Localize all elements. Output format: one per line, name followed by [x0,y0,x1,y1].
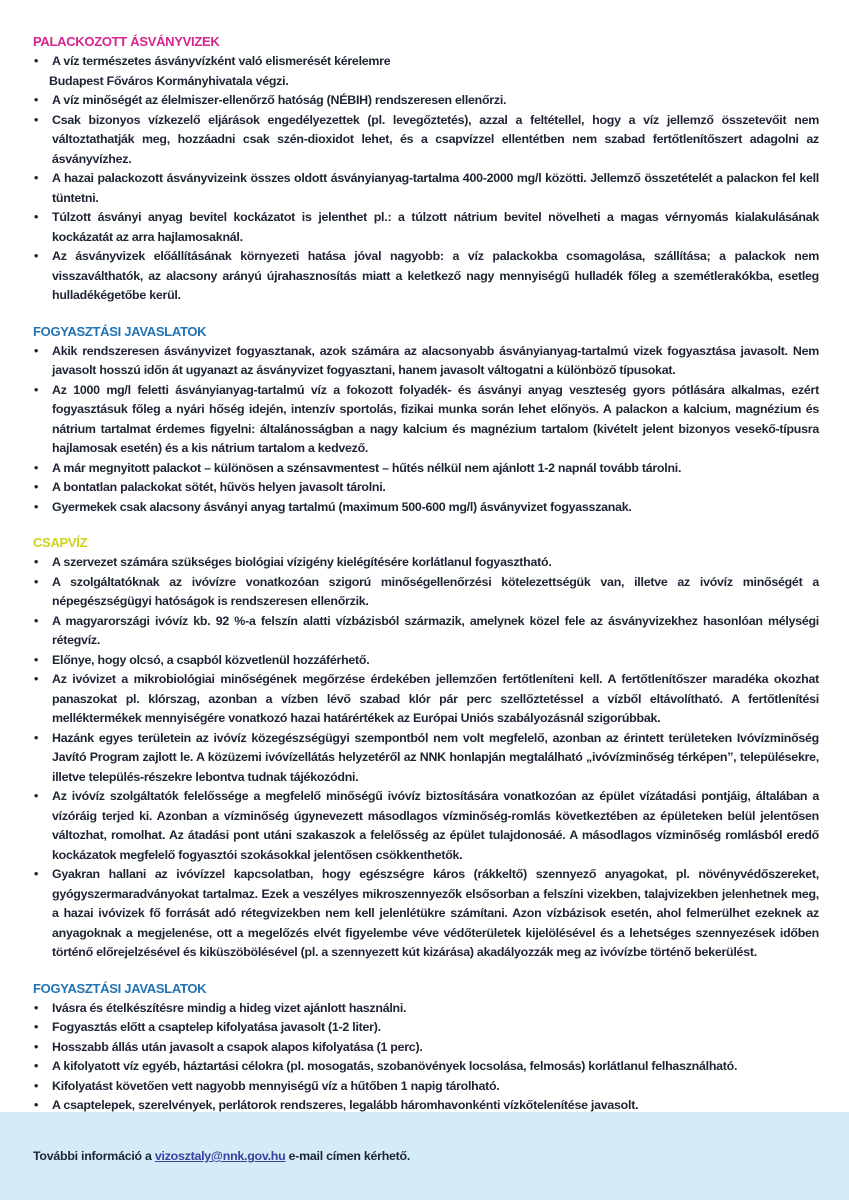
list-item [33,478,819,498]
bullet-icon: • [34,382,39,397]
list-item [33,999,819,1019]
bullet-icon: • [34,54,39,68]
bullet-icon: • [34,112,39,127]
list-item [33,208,819,247]
list-item-text: A magyarországi ivóvíz kb. 92 %-a felszín alatti vízbázisból származik, amelynek közel fele az ásványvizekhez hasonlóan mélységi rétegvíz. [52,613,819,647]
list-item-text: A bontatlan palackokat sötét, hűvös helyen javasolt tárolni. [52,480,386,494]
bullet-icon: • [34,789,39,803]
section-consumption-advice-tap [33,980,819,1116]
list-item-text: Az ivóvíz szolgáltatók felelőssége a megfelelő minőségű ivóvíz biztosítására vonatkozóan az épület vízátadási pontjáig, általában a vízóráig terjed ki. Azonban a vízminőség úgynevezett másodlagos vízminőség-romlás következtében az épületeken belül jelentősen változhat, romolhat. Az átadási pont utáni szakaszok a felelősség az épület tulajdonosáé. A másodlagos vízminőség romlásból eredő kockázatok megfelelő fogyasztói szokásokkal jelentősen csökkenthetők. [52,789,819,862]
bullet-icon: • [34,730,39,745]
section-heading: CSAPVÍZ [33,535,88,550]
bullet-list [33,52,819,306]
bullet-icon: • [34,460,39,475]
list-item [33,498,819,518]
list-item-text: Az 1000 mg/l feletti ásványianyag-tartalmú víz a fokozott folyadék- és ásványi anyag veszteség gyors pótlására alkalmas, ezért fogyasztásuk főleg a nyári hőség idején, intenzív sportolás, fizikai munka során lehet előnyös. A palackon a kalcium, magnézium és nátrium tartalmat érdemes figyelni: általánosságban a nagy kalcium és magnézium tartalom (kivételt jelent bizonyos vesekő-típusra hajlamosak esetén) és a kis nátrium tartalom a kedvező. [52,382,819,455]
list-item-text: Hosszabb állás után javasolt a csapok alapos kifolyatása (1 perc). [52,1039,423,1054]
list-item [33,381,819,459]
list-item [33,670,819,729]
list-item [33,1038,819,1058]
bullet-list [33,553,819,963]
bullet-icon: • [34,1020,39,1034]
list-item-text: Előnye, hogy olcsó, a csapból közvetlenül hozzáférhető. [52,652,370,667]
section-heading: FOGYASZTÁSI JAVASLATOK [33,323,207,339]
list-item [33,865,819,963]
list-item-text: Csak bizonyos vízkezelő eljárások engedélyezettek (pl. levegőztetés), azzal a feltétellel, hogy a víz jellemző összetevőit nem változtathatják meg, hozzáadni csak szén-dioxidot lehet, és a csapvízzel ellentétben nem szabad fertőtlenítőszert adagolni az ásványvízhez. [52,112,819,166]
document-body [33,33,819,1133]
section-tap-water [33,534,819,963]
list-item-text: Kifolyatást követően vett nagyobb mennyiségű víz a hűtőben 1 napig tárolható. [52,1078,500,1093]
bullet-icon: • [34,574,39,589]
list-item [33,787,819,865]
list-item-text: A kifolyatott víz egyéb, háztartási célokra (pl. mosogatás, szobanövények locsolása, felmosás) korlátlanul felhasználható. [52,1059,738,1073]
bullet-icon: • [34,613,39,628]
list-item-text: A víz természetes ásványvízként való elismerését kérelemre [52,54,391,68]
bullet-list [33,999,819,1116]
list-item-text: Az ásványvizek előállításának környezeti hatása jóval nagyobb: a víz palackokba csomagolása, szállítása; a palackok nem visszaválthatók, az alacsony arányú újrahasznosítás miatt a keletkező nagy mennyiségű hulladék főleg a szemétlerakókba, esetleg hulladékégetőbe kerül. [52,249,819,302]
list-item-continuation: Budapest Főváros Kormányhivatala végzi. [49,73,289,88]
list-item [33,52,819,91]
bullet-icon: • [34,1078,39,1093]
bullet-list [33,342,819,518]
list-item-text: Akik rendszeresen ásványvizet fogyasztanak, azok számára az alacsonyabb ásványianyag-tartalmú vizek fogyasztása javasolt. Nem javasolt hosszú időn át ugyanazt az ásványvizet fogyasztani, hanem javasolt váltogatni a különböző típusokat. [52,343,819,377]
list-item-text: Az ivóvizet a mikrobiológiai minőségének megőrzése érdekében jellemzően fertőtleníteni kell. A fertőtlenítőszer maradéka okozhat panaszokat pl. klórszag, azonban a vízben lévő szabad klór pár perc szellőztetéssel a vízből eltávolítható. A fertőtlenítési melléktermékek mennyiségére vonatkozó hazai határértékek az Európai Uniós szabályozásnál szigorúbbak. [52,672,819,725]
list-item [33,247,819,306]
list-item [33,573,819,612]
section-heading: FOGYASZTÁSI JAVASLATOK [33,980,207,996]
list-item-text: Ivásra és ételkészítésre mindig a hideg vizet ajánlott használni. [52,1000,407,1015]
list-item [33,1057,819,1077]
list-item-text: A már megnyitott palackot – különösen a szénsavmentest – hűtés nélkül nem ajánlott 1-2 napnál tovább tárolni. [52,460,682,475]
list-item-text: A víz minőségét az élelmiszer-ellenőrző hatóság (NÉBIH) rendszeresen ellenőrzi. [52,93,507,107]
bullet-icon: • [34,652,39,667]
list-item [33,1077,819,1097]
list-item-text: Hazánk egyes területein az ivóvíz közegészségügyi szempontból nem volt megfelelő, azonban az érintett területeken Ivóvízminőség Javító Program zajlott le. A közüzemi ivóvízellátás helyzetéről az NNK honlapján megtalálható „ivóvízminőség térképen”, településekre, illetve település-részekre lebontva tudnak tájékozódni. [52,730,819,784]
list-item-text: Gyermekek csak alacsony ásványi anyag tartalmú (maximum 500-600 mg/l) ásványvizet fogyasszanak. [52,499,632,514]
list-item [33,729,819,788]
section-consumption-advice-mineral [33,323,819,518]
bullet-icon: • [34,672,39,686]
bullet-icon: • [34,249,39,263]
list-item [33,169,819,208]
list-item-text: Gyakran hallani az ivóvízzel kapcsolatban, hogy egészségre káros (rákkeltő) szennyező anyagokat, pl. növényvédőszereket, gyógyszermaradványokat tartalmaz. Ezek a veszélyes mikroszennyezők elsősorban a felszíni vizekben, talajvizekben jelenhetnek meg, a hazai ivóvizek fő forrását adó rétegvizekben nem kell jelenlétükre számítani. Azon vízbázisok esetén, ahol felmerülhet ezeknek az anyagoknak a megjelenése, ott a megelőzés elvét figyelembe véve védőterületek kijelölésével és a lehetséges szennyezések időben történő előrejelzésével és kiküszöbölésével (pl. a szennyezett kút kizárása) akadályozzák meg az ivóvízbe történő bekerülést. [52,867,819,959]
list-item [33,342,819,381]
bullet-icon: • [34,867,39,881]
bullet-icon: • [34,171,39,185]
list-item [33,111,819,170]
footer-band [0,1112,849,1200]
list-item-text: Túlzott ásványi anyag bevitel kockázatot is jelenthet pl.: a túlzott nátrium bevitel növelheti a magas vérnyomás kialakulásának kockázatát az arra hajlamosaknál. [52,210,819,244]
list-item [33,553,819,573]
list-item-text: A szolgáltatóknak az ivóvízre vonatkozóan szigorú minőségellenőrzési kötelezettségük van, illetve az ivóvíz minőségét a népegészségügyi hatóságok is rendszeresen ellenőrzik. [52,574,819,608]
footer-suffix: e-mail címen kérhető. [285,1149,411,1163]
bullet-icon: • [34,480,39,494]
bullet-icon: • [34,499,39,514]
list-item-text: A csaptelepek, szerelvények, perlátorok rendszeres, legalább háromhavonkénti vízkőtelenítése javasolt. [52,1098,639,1112]
bullet-icon: • [34,343,39,358]
list-item-text: A hazai palackozott ásványvizeink összes oldott ásványianyag-tartalma 400-2000 mg/l közötti. Jellemző összetételét a palackon fel kell tüntetni. [52,171,819,205]
bullet-icon: • [34,1000,39,1015]
list-item [33,1018,819,1038]
list-item [33,91,819,111]
list-item [33,459,819,479]
section-bottled-mineral-water [33,33,819,306]
bullet-icon: • [34,555,39,569]
section-heading: PALACKOZOTT ÁSVÁNYVIZEK [33,34,220,49]
bullet-icon: • [34,1098,39,1112]
email-link[interactable]: vizosztaly@nnk.gov.hu [154,1149,286,1163]
footer-prefix: További információ a [33,1149,155,1163]
list-item [33,612,819,651]
bullet-icon: • [34,210,39,224]
bullet-icon: • [34,1059,39,1073]
list-item [33,651,819,671]
bullet-icon: • [34,93,39,107]
list-item-text: Fogyasztás előtt a csaptelep kifolyatása javasolt (1-2 liter). [52,1020,381,1034]
bullet-icon: • [34,1039,39,1054]
footer-contact-text [33,1147,410,1165]
list-item-text: A szervezet számára szükséges biológiai vízigény kielégítésére korlátlanul fogyasztható. [52,555,552,569]
